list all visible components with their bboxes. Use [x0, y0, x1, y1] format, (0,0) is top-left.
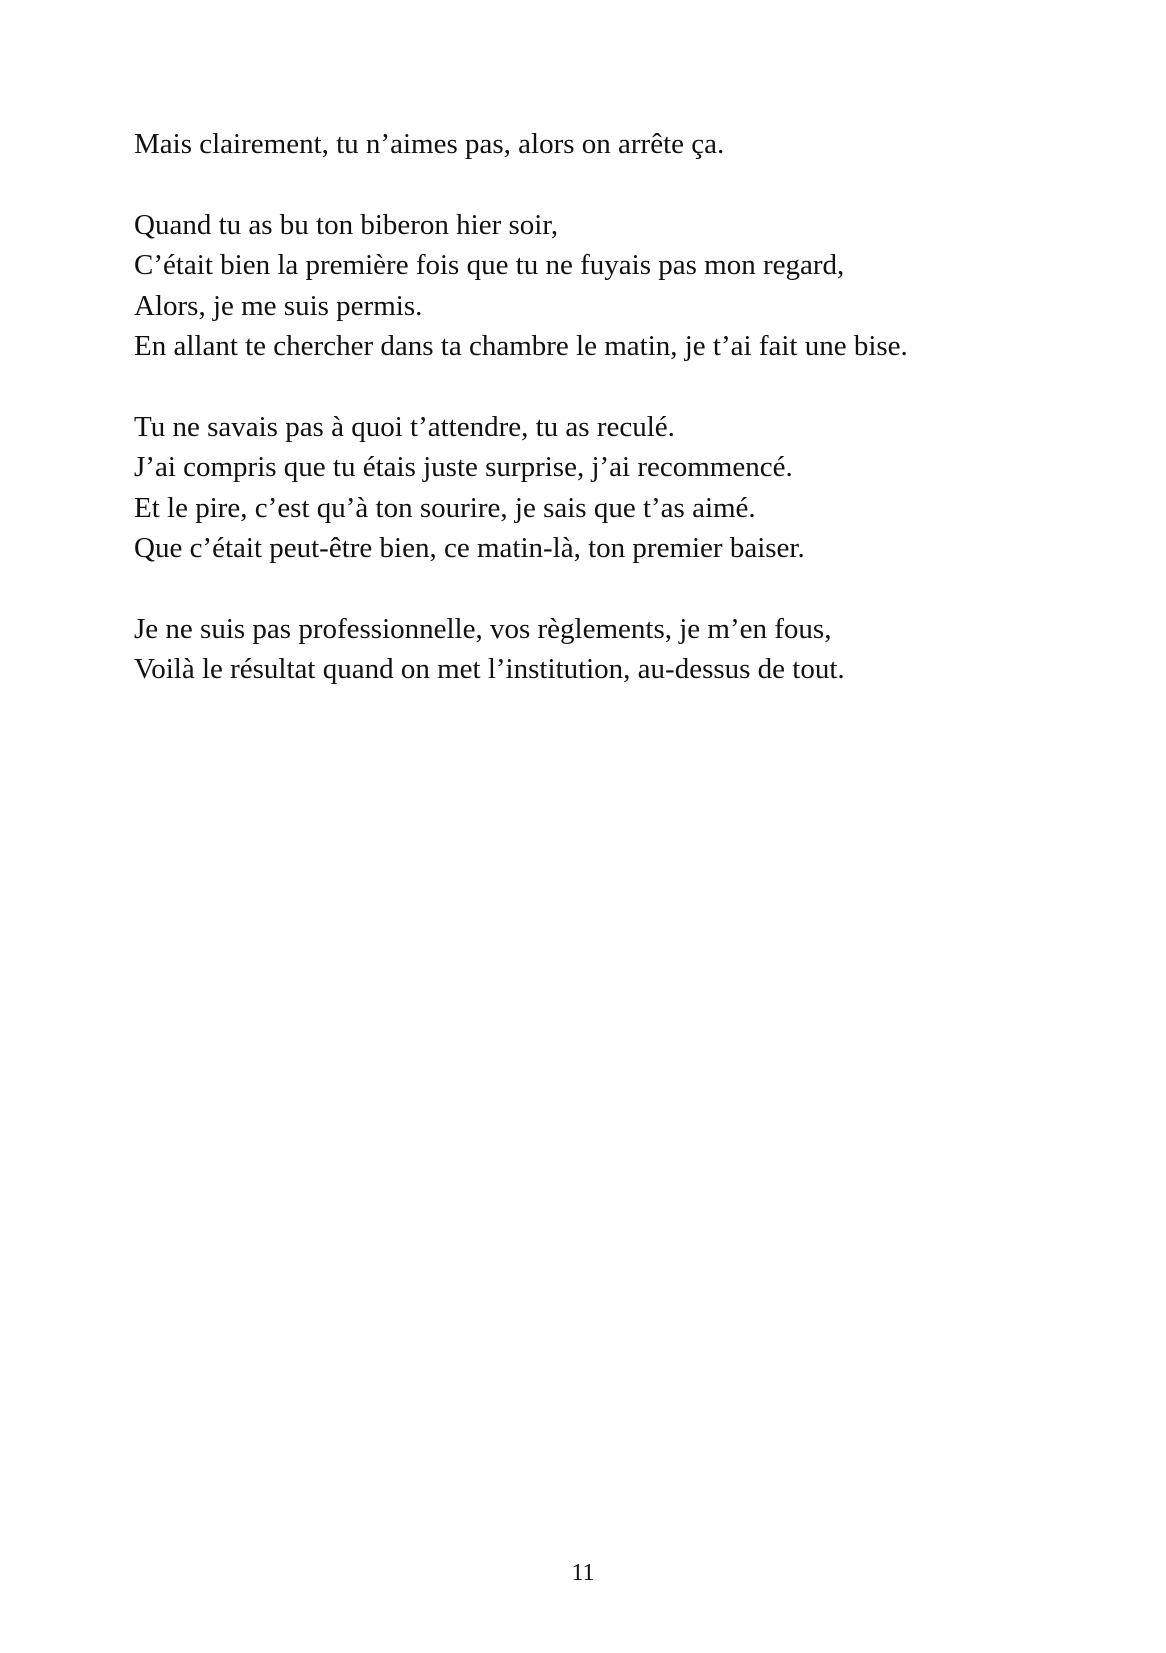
poem-line: En allant te chercher dans ta chambre le matin, je t’ai fait une bise. — [134, 330, 908, 362]
poem-line: Et le pire, c’est qu’à ton sourire, je sais que t’as aimé. — [134, 491, 756, 524]
stanza-2 — [134, 205, 1034, 367]
poem-line: C’était bien la première fois que tu ne fuyais pas mon regard, — [134, 249, 845, 281]
poem-line: Que c’était peut-être bien, ce matin-là, ton premier baiser. — [134, 532, 805, 564]
poem-line: Mais clairement, tu n’aimes pas, alors on arrête ça. — [134, 128, 725, 160]
stanza-4 — [134, 609, 1034, 690]
stanza-3 — [134, 407, 1034, 569]
poem-line: Alors, je me suis permis. — [134, 289, 423, 322]
poem-text — [134, 124, 1034, 730]
page-number: 11 — [571, 1560, 595, 1586]
poem-line: Voilà le résultat quand on met l’institution, au-dessus de tout. — [134, 653, 845, 685]
stanza-1 — [134, 124, 1034, 165]
poem-line: Tu ne savais pas à quoi t’attendre, tu as reculé. — [134, 410, 675, 443]
poem-line: J’ai compris que tu étais juste surprise, j’ai recommencé. — [134, 451, 793, 483]
poem-line: Je ne suis pas professionnelle, vos règlements, je m’en fous, — [134, 612, 832, 645]
poem-line: Quand tu as bu ton biberon hier soir, — [134, 208, 559, 241]
